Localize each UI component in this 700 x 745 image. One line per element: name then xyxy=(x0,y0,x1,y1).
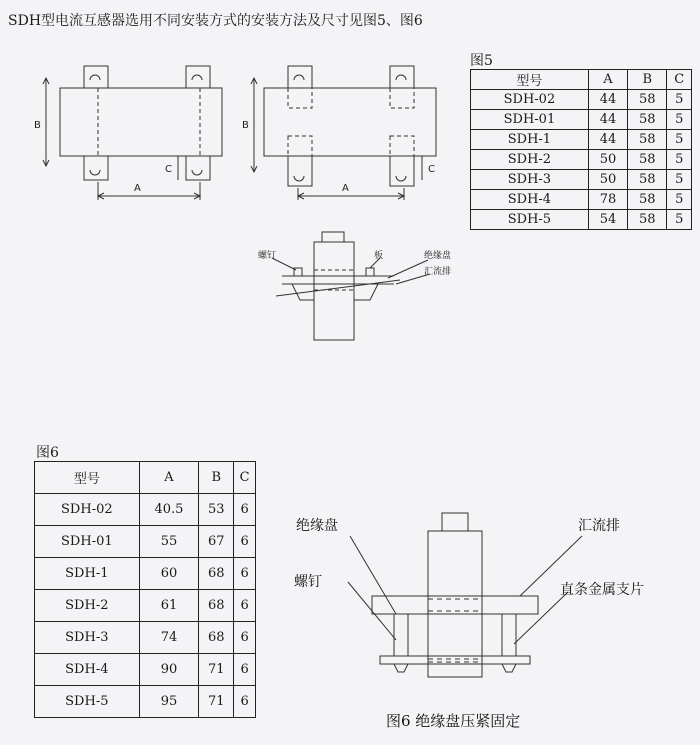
fig6-label: 图6 xyxy=(36,445,59,461)
cell: 58 xyxy=(628,90,667,110)
cell: 6 xyxy=(234,622,256,654)
col-b: B xyxy=(628,70,667,90)
dim-a-left: A xyxy=(134,183,141,194)
cell: SDH-1 xyxy=(471,130,589,150)
fig5-label: 图5 xyxy=(470,53,493,69)
ct-body-outline-left xyxy=(60,88,222,156)
label-busbar-small: 汇流排 xyxy=(424,267,452,277)
cell: 68 xyxy=(199,590,234,622)
label-screw-small: 螺钉 xyxy=(258,251,277,261)
cell: 67 xyxy=(199,526,234,558)
col-c: C xyxy=(667,70,692,90)
cell: 5 xyxy=(667,130,692,150)
bracket-top-left-2 xyxy=(186,66,210,88)
cell: 58 xyxy=(628,190,667,210)
cell: SDH-2 xyxy=(35,590,140,622)
col-a: A xyxy=(139,462,199,494)
cell: SDH-3 xyxy=(471,170,589,190)
cell: 44 xyxy=(588,110,627,130)
bracket-top-left-1 xyxy=(84,66,108,88)
cell: 5 xyxy=(667,110,692,130)
label-disc-large: 绝缘盘 xyxy=(296,518,338,534)
cell: 95 xyxy=(139,686,199,718)
bracket-bottom-left-1 xyxy=(84,156,108,180)
bracket-right-large xyxy=(502,614,516,656)
cell: 68 xyxy=(199,558,234,590)
cell: 44 xyxy=(588,130,627,150)
cell: 71 xyxy=(199,686,234,718)
dim-c-left: C xyxy=(165,164,172,175)
cell: 58 xyxy=(628,110,667,130)
cell: 40.5 xyxy=(139,494,199,526)
col-a: A xyxy=(588,70,627,90)
cell: 90 xyxy=(139,654,199,686)
dim-c-right: C xyxy=(428,164,435,175)
label-disc-small: 绝缘盘 xyxy=(424,251,452,261)
cell: 71 xyxy=(199,654,234,686)
ct-body-outline-right xyxy=(264,88,436,156)
intro-text: SDH型电流互感器选用不同安装方式的安装方法及尺寸见图5、图6 xyxy=(8,13,423,29)
cell: 6 xyxy=(234,654,256,686)
cell: SDH-4 xyxy=(471,190,589,210)
cell: 6 xyxy=(234,558,256,590)
col-c: C xyxy=(234,462,256,494)
col-b: B xyxy=(199,462,234,494)
cell: SDH-4 xyxy=(35,654,140,686)
cell: SDH-5 xyxy=(471,210,589,230)
cell: SDH-01 xyxy=(35,526,140,558)
cell: 5 xyxy=(667,170,692,190)
cell: 6 xyxy=(234,526,256,558)
cell: 58 xyxy=(628,210,667,230)
label-bracket-large: 直条金属支片 xyxy=(560,582,644,598)
cell: 53 xyxy=(199,494,234,526)
cell: 5 xyxy=(667,190,692,210)
cell: 50 xyxy=(588,170,627,190)
bracket-bottom-left-2 xyxy=(186,156,210,180)
cell: 50 xyxy=(588,150,627,170)
cell: 74 xyxy=(139,622,199,654)
cell: 55 xyxy=(139,526,199,558)
ct-body-large xyxy=(428,531,482,677)
cell: SDH-1 xyxy=(35,558,140,590)
cell: 78 xyxy=(588,190,627,210)
cell: 61 xyxy=(139,590,199,622)
cell: SDH-01 xyxy=(471,110,589,130)
cell: 44 xyxy=(588,90,627,110)
cell: 60 xyxy=(139,558,199,590)
label-screw-large: 螺钉 xyxy=(294,574,322,590)
dim-a-right: A xyxy=(342,183,349,194)
cell: 5 xyxy=(667,90,692,110)
cell: 5 xyxy=(667,150,692,170)
insulating-plate-large xyxy=(380,656,530,664)
dim-b-left: B xyxy=(34,120,41,131)
col-model: 型号 xyxy=(35,462,140,494)
cell: 68 xyxy=(199,622,234,654)
cell: 6 xyxy=(234,590,256,622)
label-busbar-large: 汇流排 xyxy=(578,518,620,534)
cell: SDH-02 xyxy=(471,90,589,110)
cell: 54 xyxy=(588,210,627,230)
bracket-left-large xyxy=(394,614,408,656)
cell: 58 xyxy=(628,130,667,150)
cell: 6 xyxy=(234,494,256,526)
cell: 5 xyxy=(667,210,692,230)
cell: SDH-02 xyxy=(35,494,140,526)
label-plate-small: 板 xyxy=(374,251,384,261)
cell: 58 xyxy=(628,170,667,190)
col-model: 型号 xyxy=(471,70,589,90)
cell: SDH-5 xyxy=(35,686,140,718)
ct-body-small xyxy=(314,242,354,340)
dim-b-right: B xyxy=(242,120,249,131)
cell: SDH-3 xyxy=(35,622,140,654)
cell: 6 xyxy=(234,686,256,718)
ct-terminal xyxy=(442,513,468,531)
cell: 58 xyxy=(628,150,667,170)
fig6-caption: 图6 绝缘盘压紧固定 xyxy=(386,712,521,730)
cell: SDH-2 xyxy=(471,150,589,170)
